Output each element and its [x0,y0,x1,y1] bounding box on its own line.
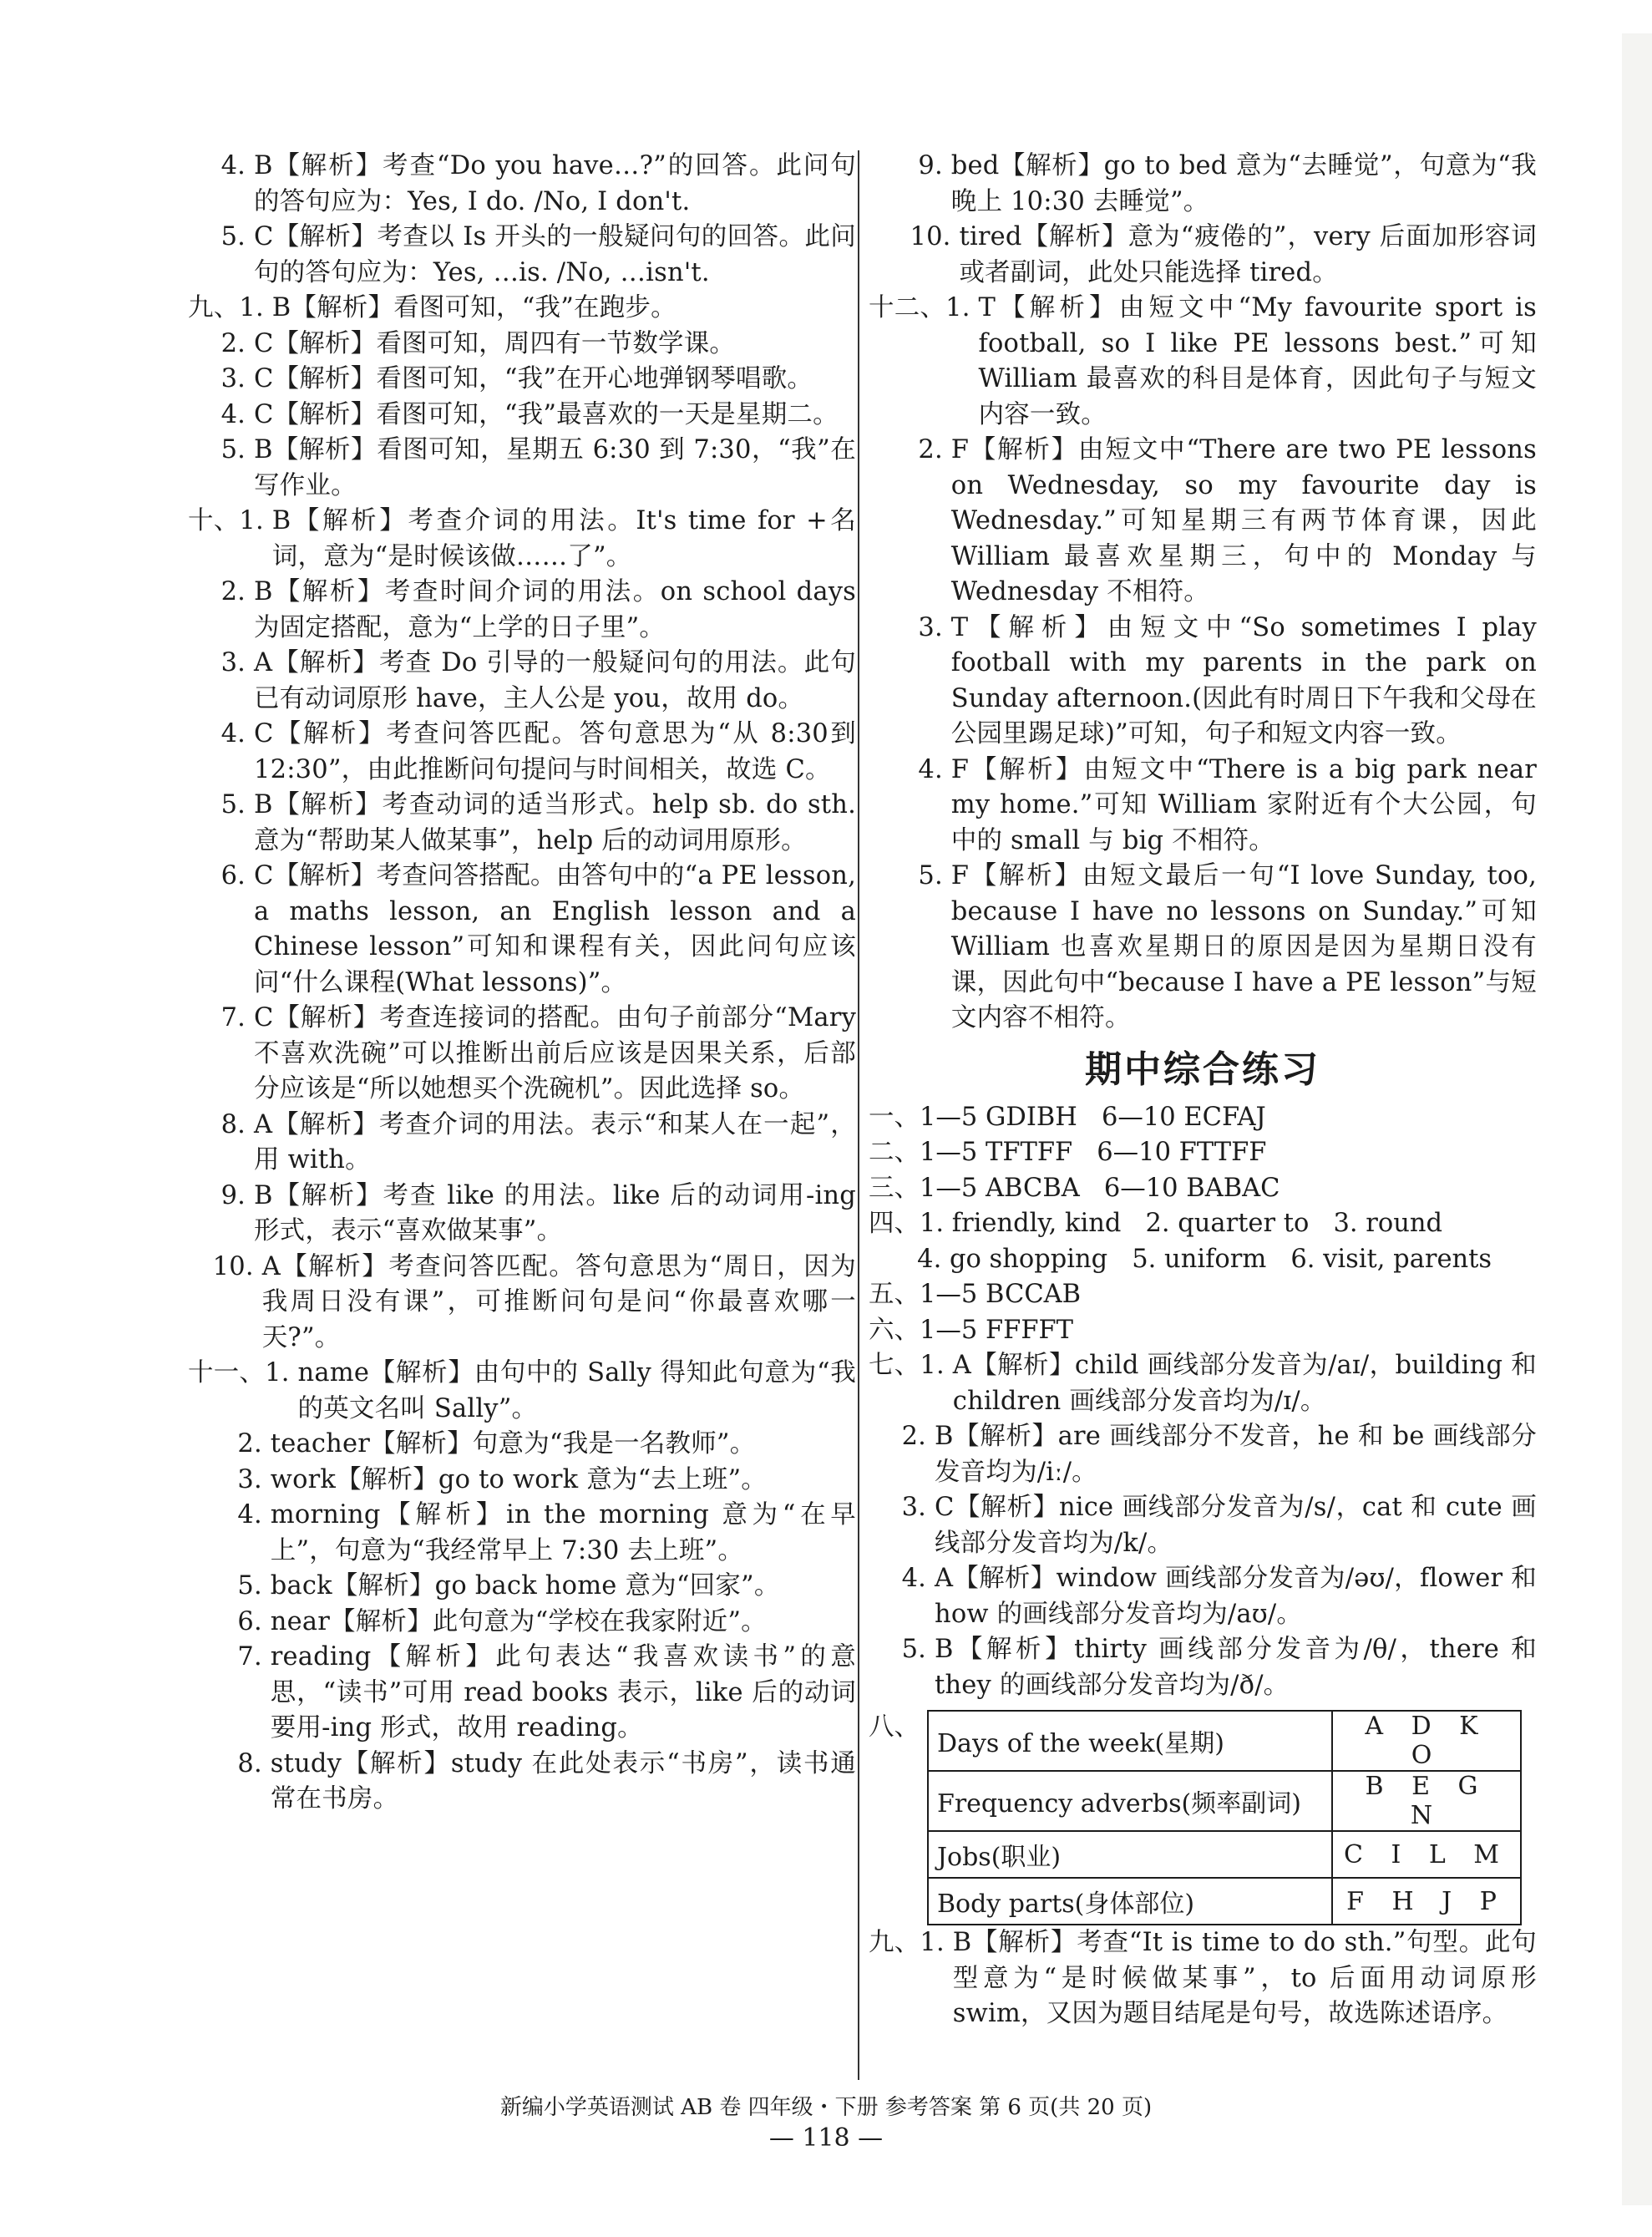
item-number: 6. [188,1606,271,1636]
category-table [927,1710,1522,1925]
item-number: 9. [869,151,951,180]
answer-item [188,575,856,646]
answer-item [869,1925,1537,2032]
item-explanation: C【解析】考查连接词的搭配。由句子前部分“Mary 不喜欢洗碗”可以推断出前后应该是因果关系，后部分应该是“所以她想买个洗碗机”。因此选择 so。 [253,1003,856,1103]
item-explanation: C【解析】看图可知，周四有一节数学课。 [253,328,736,358]
item-explanation: A【解析】child 画线部分发音为/aɪ/，building 和 children 画线部分发音均为/ɪ/。 [952,1351,1537,1416]
item-number: 2. [869,435,951,464]
answer-item [869,1561,1537,1632]
item-number: 4. [188,399,254,429]
item-explanation: name【解析】由句中的 Sally 得知此句意为“我的英文名叫 Sally”。 [297,1358,856,1423]
item-explanation: work【解析】go to work 意为“去上班”。 [270,1464,768,1494]
answer-item [188,717,856,788]
item-explanation: B【解析】看图可知，“我”在跑步。 [271,293,677,322]
category-cell: Jobs(职业) [928,1831,1332,1878]
item-explanation: B【解析】考查介词的用法。It's time for +名词，意为“是时候该做……了”。 [271,506,856,571]
answer-item [188,859,856,1001]
answer-item [188,1427,856,1463]
answer-item [188,1356,856,1427]
answer-item [188,1569,856,1605]
short-answer-line: 三、1—5 ABCBA 6—10 BABAC [869,1173,1280,1203]
table-row [928,1711,1521,1771]
right-column [869,149,1537,2032]
answer-item [188,1001,856,1108]
short-answer-line: 一、1—5 GDIBH 6—10 ECFAJ [869,1102,1266,1132]
answer-item [188,1747,856,1818]
item-explanation: B【解析】thirty 画线部分发音为/θ/，there 和 they 的画线部分发音均为/ð/。 [934,1635,1537,1700]
item-explanation: B【解析】are 画线部分不发音，he 和 be 画线部分发音均为/iː/。 [934,1422,1537,1487]
table-row [928,1771,1521,1831]
item-explanation: A【解析】window 画线部分发音为/əʊ/，flower 和 how 的画线部分发音均为/aʊ/。 [934,1564,1537,1629]
item-number: 十、1. [188,506,272,535]
answer-item [869,611,1537,753]
item-explanation: B【解析】考查时间介词的用法。on school days 为固定搭配，意为“上学的日子里”。 [253,577,856,642]
item-number: 2. [188,328,254,358]
item-explanation: T【解析】由短文中“My favourite sport is football, so I like PE lessons best.”可知 William 最喜欢的科目是体育，因此句子与短文内容一致。 [978,293,1537,429]
midterm-title: 期中综合练习 [1085,1047,1320,1091]
item-number: 九、1. [188,293,272,322]
answer-item [869,753,1537,860]
item-explanation: A【解析】考查 Do 引导的一般疑问句的用法。此句已有动词原形 have，主人公是 you，故用 do。 [253,648,856,713]
item-number: 3. [188,1464,271,1494]
category-cell: Body parts(身体部位) [928,1878,1332,1925]
item-number: 5. [188,222,254,251]
item-number: 2. [869,1422,935,1451]
item-explanation: back【解析】go back home 意为“回家”。 [270,1571,780,1600]
short-answer-line: 五、1—5 BCCAB [869,1280,1082,1309]
midterm-last-answer [869,1925,1537,2032]
item-number: 5. [869,1635,935,1664]
item-number: 九、1. [869,1928,953,1957]
letters-cell: A D K O [1332,1711,1521,1771]
item-explanation: morning【解析】in the morning 意为“在早上”，句意为“我经常早上 7:30 去上班”。 [270,1500,856,1565]
answer-item [188,1605,856,1641]
letters-cell: C I L M [1332,1831,1521,1878]
item-explanation: B【解析】考查 like 的用法。like 后的动词用-ing 形式，表示“喜欢做某事”。 [253,1180,856,1245]
answer-item [188,398,856,434]
item-explanation: C【解析】考查问答匹配。答句意思为“从 8:30到 12:30”，由此推断问句提问与时间相关，故选 C。 [253,719,856,784]
answers-unit-part [869,149,1537,1037]
item-explanation: C【解析】看图可知，“我”在开心地弹钢琴唱歌。 [253,364,813,393]
item-number: 5. [188,1571,271,1600]
item-number: 十二、1. [869,293,979,322]
item-explanation: C【解析】nice 画线部分发音为/s/，cat 和 cute 画线部分发音均为/k/。 [934,1493,1537,1558]
item-explanation: bed【解析】go to bed 意为“去睡觉”，句意为“我晚上 10:30 去睡觉”。 [950,151,1537,216]
answer-item [188,220,856,291]
midterm-short-answers [869,1100,1537,1349]
item-number: 5. [188,790,254,819]
item-number: 6. [188,861,254,890]
answer-item [188,362,856,398]
item-explanation: B【解析】考查“Do you have…?”的回答。此问句的答句应为：Yes, I do. /No, I don't. [253,151,856,216]
footer-line: 新编小学英语测试 AB 卷 四年级・下册 参考答案 第 6 页(共 20 页) [499,2095,1153,2120]
answer-item [869,1490,1537,1561]
answer-item [869,1419,1537,1490]
letters-cell: F H J P [1332,1878,1521,1925]
answer-item [188,1463,856,1499]
table-row [928,1831,1521,1878]
left-column [188,149,856,1818]
letters-cell: B E G N [1332,1771,1521,1831]
answer-item [869,1348,1537,1419]
item-number: 七、1. [869,1351,953,1380]
item-number: 10. [869,222,960,251]
answer-item [188,1179,856,1250]
answer-item [188,327,856,363]
answer-item [188,504,856,575]
item-number: 十一、1. [188,1358,298,1387]
item-explanation: teacher【解析】句意为“我是一名教师”。 [270,1429,756,1458]
answer-item [869,433,1537,611]
item-number: 8. [188,1109,254,1139]
item-number: 3. [869,1493,935,1522]
column-divider [858,150,859,2080]
item-number: 2. [188,577,254,606]
answer-item [188,1498,856,1569]
category-cell: Days of the week(星期) [928,1711,1332,1771]
short-answer-line: 二、1—5 TFTFF 6—10 FTTFF [869,1138,1267,1167]
item-number: 7. [188,1642,271,1671]
answer-item [188,1108,856,1179]
answer-item [869,220,1537,291]
item-number: 3. [188,648,254,677]
item-number: 3. [188,364,254,393]
item-explanation: B【解析】考查“It is time to do sth.”句型。此句型意为“是时候做某事”，to 后面用动词原形 swim，又因为题目结尾是句号，故选陈述语序。 [952,1928,1537,2028]
item-number: 3. [869,612,951,642]
answer-item [188,788,856,859]
item-explanation: reading【解析】此句表达“我喜欢读书”的意思，“读书”可用 read books 表示，like 后的动词要用-ing 形式，故用 reading。 [270,1642,856,1742]
item-explanation: near【解析】此句意为“学校在我家附近”。 [270,1606,767,1636]
item-explanation: C【解析】考查以 Is 开头的一般疑问句的回答。此问句的答句应为：Yes, …is. /No, …isn't. [253,222,856,287]
item-number: 5. [869,861,951,890]
item-number: 9. [188,1180,254,1210]
item-number: 4. [188,719,254,748]
item-explanation: F【解析】由短文最后一句“I love Sunday, too, because I have no lessons on Sunday.”可知 William 也喜欢星期日的原因是因为星期日没有课，因此句中“because I have a PE lesson”与短文内容不相符。 [950,861,1537,1032]
item-explanation: F【解析】由短文中“There are two PE lessons on Wednesday, so my favourite day is Wednesday.”可知星期三有两节体育课，因此 William 最喜欢星期三，句中的 Monday 与 Wednesday 不相符。 [950,435,1537,606]
page-edge-shadow [1622,33,1652,2205]
short-answer-line: 4. go shopping 5. uniform 6. visit, parents [869,1244,1492,1274]
item-number: 4. [188,1500,271,1529]
answer-item [188,149,856,220]
table-label: 八、 [869,1712,920,1742]
table-row [928,1878,1521,1925]
item-number: 7. [188,1003,254,1032]
answer-item [869,291,1537,433]
item-explanation: F【解析】由短文中“There is a big park near my home.”可知 William 家附近有个大公园，句中的 small 与 big 不相符。 [950,754,1537,855]
answer-item [188,1640,856,1747]
answer-item [869,1632,1537,1703]
item-explanation: tired【解析】意为“疲倦的”，very 后面加形容词或者副词，此处只能选择 tired。 [959,222,1537,287]
item-explanation: C【解析】看图可知，“我”最喜欢的一天是星期二。 [253,399,839,429]
category-cell: Frequency adverbs(频率副词) [928,1771,1332,1831]
short-answer-line: 四、1. friendly, kind 2. quarter to 3. round [869,1209,1443,1238]
item-number: 2. [188,1429,271,1458]
item-number: 8. [188,1748,271,1778]
item-number: 4. [869,1564,935,1593]
answer-item [869,859,1537,1037]
item-number: 5. [188,435,254,464]
short-answer-line: 六、1—5 FFFFT [869,1315,1073,1345]
midterm-phonics-answers [869,1348,1537,1703]
item-explanation: A【解析】考查介词的用法。表示“和某人在一起”，用 with。 [253,1109,856,1174]
answer-item [188,646,856,717]
item-explanation: study【解析】study 在此处表示“书房”，读书通常在书房。 [270,1748,856,1813]
item-explanation: T【解析】由短文中“So sometimes I play football with my parents in the park on Sunday afternoon.(因此有时周日下午我和父母在公园里踢足球)”可知，句子和短文内容一致。 [950,612,1537,748]
answer-item [188,291,856,327]
item-explanation: B【解析】考查动词的适当形式。help sb. do sth. 意为“帮助某人做某事”，help 后的动词用原形。 [253,790,856,855]
category-table-section [869,1710,1537,1925]
item-number: 4. [869,754,951,784]
answer-item [188,1250,856,1357]
item-number: 10. [188,1251,262,1281]
answer-item [188,433,856,504]
item-explanation: A【解析】考查问答匹配。答句意思为“周日，因为我周日没有课”，可推断问句是问“你最喜欢哪一天?”。 [261,1251,856,1352]
item-number: 4. [188,151,254,180]
item-explanation: C【解析】考查问答搭配。由答句中的“a PE lesson, a maths lesson, an English lesson and a Chinese lesson”可知和课程有关，因此问句应该问“什么课程(What lessons)”。 [253,861,856,997]
item-explanation: B【解析】看图可知，星期五 6:30 到 7:30，“我”在写作业。 [253,435,856,500]
answer-item [869,149,1537,220]
page-number: — 118 — [768,2123,884,2153]
